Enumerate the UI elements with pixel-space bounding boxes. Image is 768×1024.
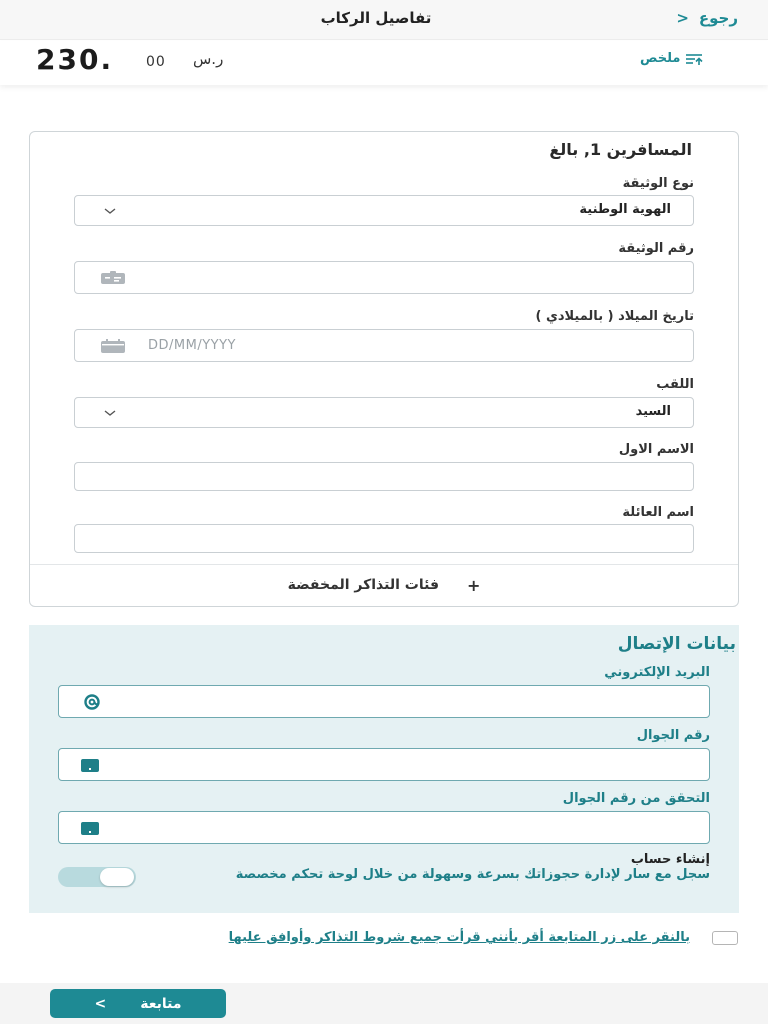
terms-link[interactable]: بالنقر على زر المتابعة أقر بأنني قرأت جميع شروط التذاكر وأوافق عليها [228,930,690,945]
price-currency: ر.س [193,50,224,68]
toggle-knob [100,868,134,886]
birth-date-label: تاريخ الميلاد ( بالميلادي ) [535,309,694,324]
first-name-label: الاسم الاول [618,442,694,457]
continue-label: متابعة [140,995,182,1012]
discount-tickets-label: فئات التذاكر المخفضة [287,577,439,593]
first-name-field[interactable] [74,462,694,491]
mobile-icon [77,820,103,836]
price-decimals: 00 [146,54,166,70]
document-type-value: الهوية الوطنية [579,202,671,217]
birth-date-field[interactable] [74,329,694,362]
create-account-toggle[interactable] [58,867,136,887]
email-field[interactable] [58,685,710,718]
summary-button[interactable] [640,51,704,66]
title-select[interactable] [74,397,694,428]
card-divider [30,564,738,565]
discount-tickets-button[interactable] [30,566,738,604]
mobile-icon [77,757,103,773]
mobile-label: رقم الجوال [636,728,710,743]
document-number-field[interactable] [74,261,694,294]
mobile-field[interactable] [58,748,710,781]
terms-checkbox[interactable] [712,931,738,945]
passenger-title: المسافرين 1, بالغ [549,140,692,159]
back-button[interactable] [676,9,738,27]
mobile-verify-label: التحقق من رقم الجوال [562,791,710,806]
title-label: اللقب [656,377,694,392]
mobile-verify-field[interactable] [58,811,710,844]
document-type-select[interactable] [74,195,694,226]
calendar-icon [99,338,127,354]
page-title: تفاصيل الركاب [320,9,432,27]
last-name-field[interactable] [74,524,694,553]
price-integer: 230. [36,43,114,76]
contact-title: بيانات الإتصال [617,634,736,654]
summary-bar [0,41,768,85]
create-account-description: سجل مع سار لإدارة حجوزاتك بسرعة وسهولة من خلال لوحة تحكم مخصصة [235,867,710,882]
document-number-label: رقم الوثيقة [618,241,694,256]
list-arrow-icon [684,52,704,66]
continue-button[interactable] [50,989,226,1018]
document-type-label: نوع الوثيقة [622,176,694,191]
summary-label: ملخص [640,51,681,66]
at-icon [77,694,107,710]
plus-icon: + [466,575,481,595]
id-card-icon [99,270,127,286]
back-label: رجوع [698,9,738,27]
create-account-title: إنشاء حساب [630,852,710,867]
chevron-left-icon: < [676,9,689,27]
last-name-label: اسم العائلة [622,505,694,520]
title-value: السيد [635,404,671,419]
email-label: البريد الإلكتروني [604,665,710,680]
birth-date-placeholder: DD/MM/YYYY [148,338,236,353]
chevron-right-icon: > [94,995,107,1012]
chevron-down-icon [103,406,117,420]
chevron-down-icon [103,204,117,218]
